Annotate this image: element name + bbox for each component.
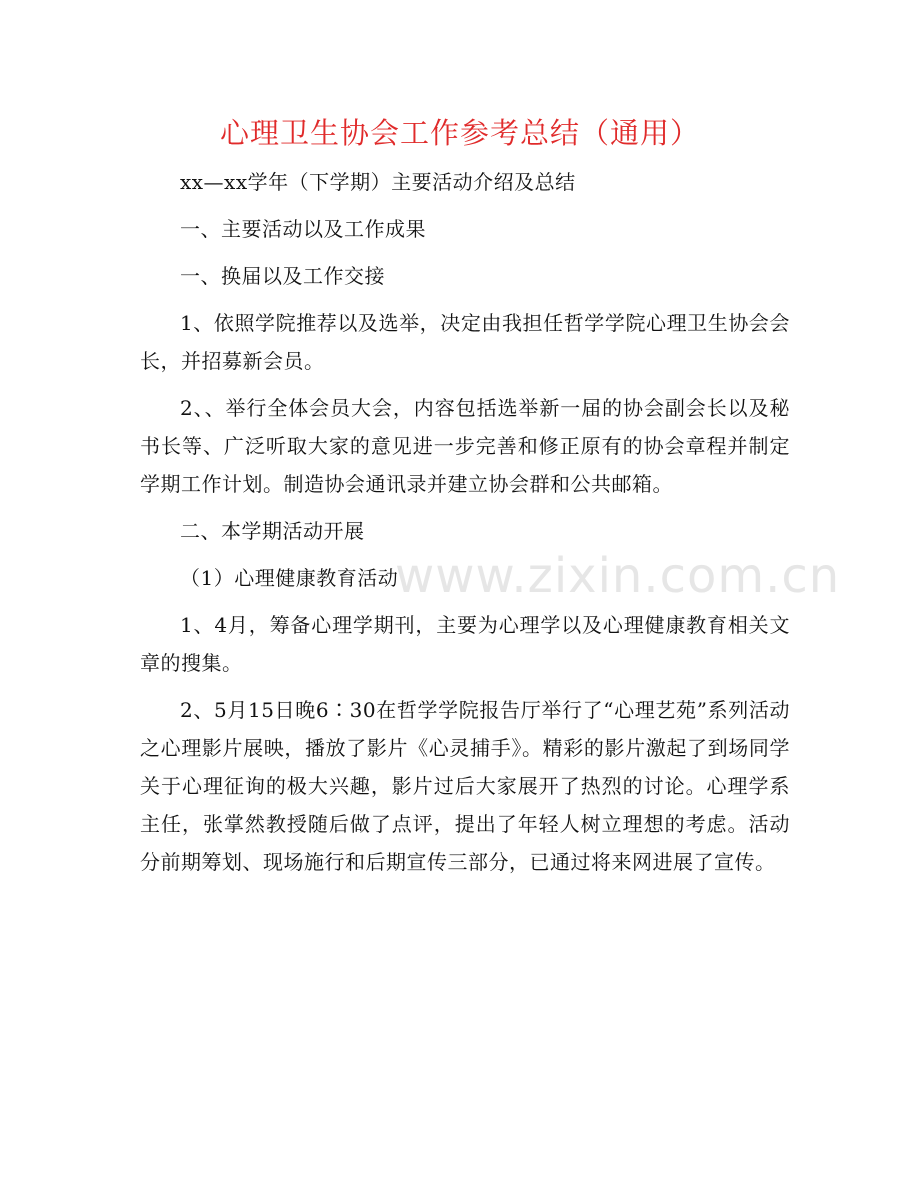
paragraph-subsection-heading: 一、换届以及工作交接: [180, 264, 385, 288]
paragraph-item: 2、、举行全体会员大会，内容包括选举新一届的协会副会长以及秘书长等、广泛听取大家的意见进一步完善和修正原有的协会章程并制定学期工作计划。制造协会通讯录并建立协会群和公共邮箱。: [140, 396, 790, 496]
paragraph-subtitle: xx—xx学年（下学期）主要活动介绍及总结: [180, 170, 576, 194]
watermark: www.zixin.com.cn: [395, 548, 841, 604]
paragraph-item: 1、4月，筹备心理学期刊，主要为心理学以及心理健康教育相关文章的搜集。: [140, 613, 790, 675]
paragraph-section-heading: 一、主要活动以及工作成果: [180, 217, 426, 241]
document-body: [140, 163, 790, 890]
document-title: 心理卫生协会工作参考总结（通用）: [219, 116, 700, 150]
paragraph-subsection-heading: （1）心理健康教育活动: [180, 566, 399, 590]
paragraph-section-heading: 二、本学期活动开展: [180, 519, 365, 543]
paragraph-item: 2、5月15日晚6∶30在哲学学院报告厅举行了“心理艺苑”系列活动之心理影片展映，播放了影片《心灵捕手》。精彩的影片激起了到场同学关于心理征询的极大兴趣，影片过后大家展开了热烈的讨论。心理学系主任，张掌然教授随后做了点评，提出了年轻人树立理想的考虑。活动分前期筹划、现场施行和后期宣传三部分，已通过将来网进展了宣传。: [140, 698, 790, 874]
paragraph-item: 1、依照学院推荐以及选举，决定由我担任哲学学院心理卫生协会会长，并招募新会员。: [140, 311, 790, 373]
